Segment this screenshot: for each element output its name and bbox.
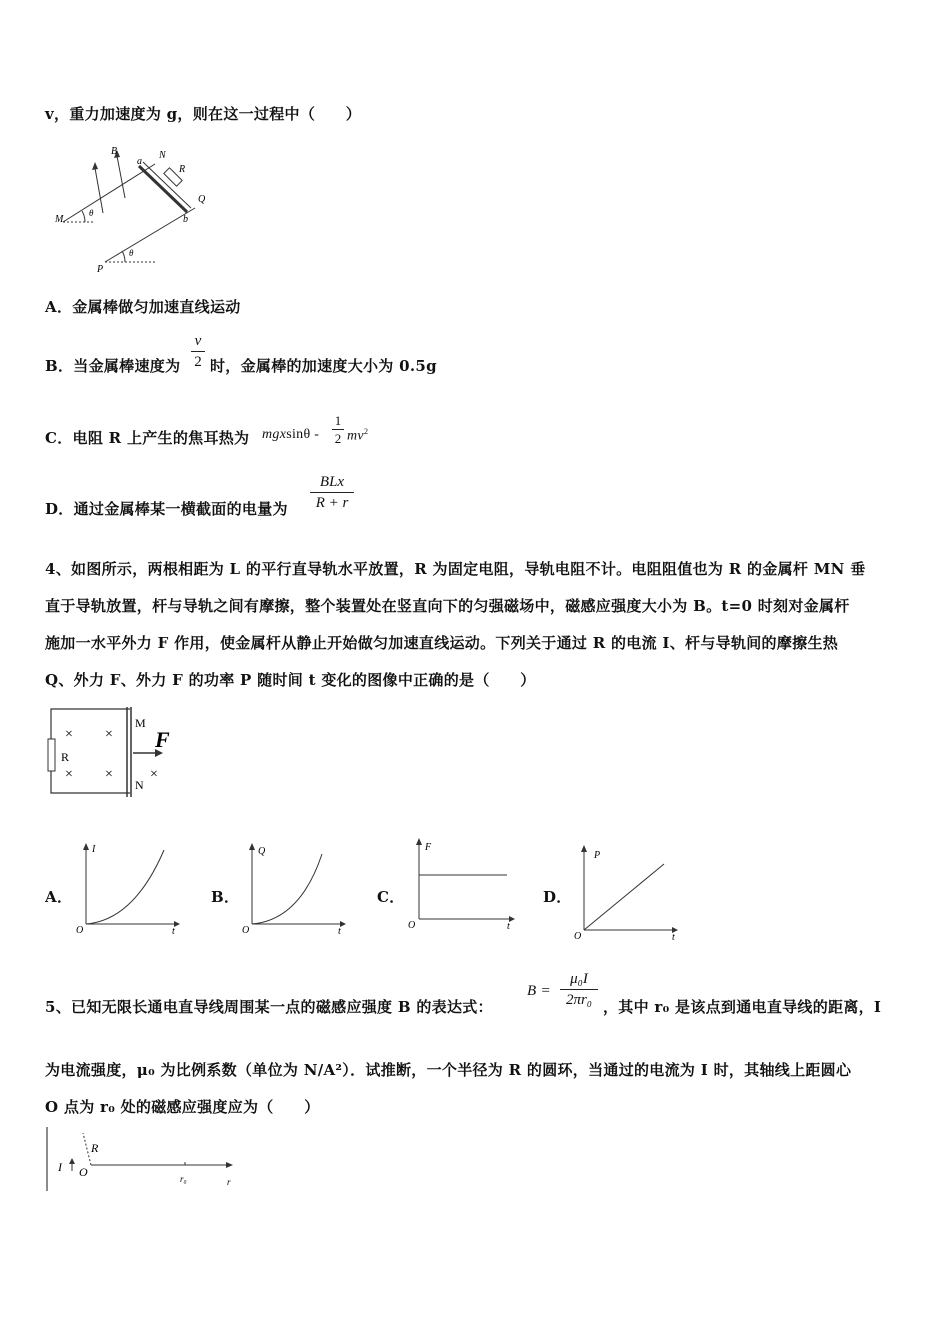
expr-sup: 2 bbox=[363, 427, 369, 436]
cross-mark: × bbox=[105, 767, 113, 782]
fraction-numerator: μ₀I bbox=[570, 971, 588, 987]
q5-figure-ring-axis bbox=[45, 1125, 245, 1197]
q5-formula-fraction bbox=[560, 970, 598, 1009]
q5-formula bbox=[527, 983, 551, 1000]
cross-mark: × bbox=[65, 767, 73, 782]
q3-option-d[interactable] bbox=[45, 498, 288, 519]
q3-b-fraction bbox=[191, 332, 205, 371]
q4-option-c-graph[interactable] bbox=[405, 835, 520, 934]
q4-option-a-letter[interactable]: A． bbox=[45, 888, 73, 906]
q4-stem-line: 施加一水平外力 F 作用，使金属杆从静止开始做匀加速直线运动。下列关于通过 R 的电流 I、杆与导轨间的摩擦生热 bbox=[45, 634, 839, 652]
cross-mark: × bbox=[150, 767, 158, 782]
fraction-numerator: BLx bbox=[319, 474, 345, 490]
q5-fig-label: I bbox=[58, 1160, 62, 1174]
q4-option-b-graph[interactable] bbox=[240, 840, 350, 939]
fraction-numerator: v bbox=[194, 333, 202, 349]
option-text: 通过金属棒某一横截面的电量为 bbox=[73, 500, 288, 518]
q3-option-a[interactable] bbox=[45, 296, 241, 317]
q3-c-expression-tail bbox=[347, 427, 368, 445]
axis-y-label: F bbox=[425, 842, 432, 853]
option-text: 金属棒做匀加速直线运动 bbox=[72, 298, 241, 316]
cross-mark: × bbox=[65, 727, 73, 742]
q3-c-expression bbox=[262, 427, 319, 443]
q5-line1-pre: 5、已知无限长通电直导线周围某一点的磁感应强度 B 的表达式： bbox=[45, 998, 493, 1016]
fraction-numerator: 1 bbox=[334, 413, 342, 428]
q4-option-b-letter[interactable]: B． bbox=[211, 888, 240, 906]
option-text: 电阻 R 上产生的焦耳热为 bbox=[72, 429, 250, 447]
q3-option-b[interactable] bbox=[45, 355, 180, 376]
q4-stem-line: 4、如图所示，两根相距为 L 的平行直导轨水平放置，R 为固定电阻，导轨电阻不计。电阻阻值也为 R 的金属杆 MN 垂 bbox=[45, 560, 866, 578]
q5-fig-label: O bbox=[79, 1165, 88, 1179]
fraction-denominator: 2 bbox=[334, 431, 342, 446]
option-letter: B． bbox=[45, 357, 74, 375]
q4-option-d-graph[interactable] bbox=[572, 842, 682, 946]
q3-fig-label: R bbox=[179, 164, 186, 175]
axis-x-label: t bbox=[172, 926, 175, 935]
q4-stem-line: 直于导轨放置，杆与导轨之间有摩擦，整个装置处在竖直向下的匀强磁场中，磁感应强度大小为 B。t=0 时刻对金属杆 bbox=[45, 597, 850, 615]
fraction-denominator: 2πr₀ bbox=[565, 992, 593, 1008]
q3-fig-label: M bbox=[55, 214, 64, 225]
origin-label: O bbox=[242, 925, 250, 935]
q3-fig-label: N bbox=[159, 150, 166, 161]
q4-option-c-letter[interactable]: C． bbox=[377, 888, 405, 906]
q3-fig-label: θ bbox=[89, 208, 94, 218]
axis-y-label: P bbox=[594, 850, 601, 861]
q3-fig-label: B bbox=[111, 146, 118, 157]
option-letter: A． bbox=[45, 298, 73, 316]
fraction-denominator: R + r bbox=[315, 495, 349, 511]
q3-fig-label: Q bbox=[198, 194, 206, 205]
q3-c-fraction bbox=[332, 413, 344, 446]
q5-fig-label: R bbox=[91, 1141, 99, 1155]
q3-fig-label: P bbox=[97, 264, 104, 275]
axis-x-label: t bbox=[672, 932, 675, 942]
option-text: 当金属棒速度为 bbox=[73, 357, 181, 375]
q5-fig-label: r₀ bbox=[180, 1174, 187, 1184]
q3-fig-label: θ bbox=[129, 248, 134, 258]
q3-b-text-post: 时，金属棒的加速度大小为 0.5g bbox=[210, 357, 437, 375]
cross-mark: × bbox=[105, 727, 113, 742]
option-letter: C． bbox=[45, 429, 73, 447]
axis-x-label: t bbox=[507, 921, 510, 930]
expr-part: mv bbox=[347, 428, 364, 444]
origin-label: O bbox=[76, 925, 84, 935]
q3-fig-label: b bbox=[183, 214, 188, 225]
expr-part: sinθ - bbox=[286, 427, 320, 442]
q4-fig-label: R bbox=[61, 750, 70, 764]
expr-part: mgx bbox=[262, 427, 287, 442]
origin-label: O bbox=[574, 931, 582, 942]
fraction-denominator: 2 bbox=[194, 354, 202, 370]
q4-fig-label: N bbox=[135, 778, 144, 792]
q3-option-c[interactable] bbox=[45, 427, 249, 448]
axis-x-label: t bbox=[338, 926, 341, 935]
q3-figure-inclined-rails bbox=[55, 138, 225, 282]
q4-fig-label: M bbox=[135, 716, 146, 730]
q5-line3: O 点为 r₀ 处的磁感应强度应为（ ） bbox=[45, 1098, 320, 1116]
origin-label: O bbox=[408, 920, 416, 930]
axis-y-label: Q bbox=[258, 846, 266, 857]
q3-fig-label: a bbox=[137, 156, 142, 167]
q3-d-fraction bbox=[310, 473, 354, 512]
q5-fig-label: r bbox=[227, 1177, 231, 1187]
q4-option-d-letter[interactable]: D． bbox=[543, 888, 572, 906]
formula-lhs: B = bbox=[527, 983, 551, 999]
axis-y-label: I bbox=[92, 844, 96, 855]
option-letter: D． bbox=[45, 500, 74, 518]
q4-stem-line: Q、外力 F、外力 F 的功率 P 随时间 t 变化的图像中正确的是（ ） bbox=[45, 671, 536, 689]
q5-line1-post: ，其中 r₀ 是该点到通电直导线的距离，I bbox=[603, 998, 882, 1016]
q3-stem-tail: v，重力加速度为 g，则在这一过程中（ ） bbox=[45, 105, 362, 123]
q5-line2: 为电流强度，μ₀ 为比例系数（单位为 N/A²）．试推断，一个半径为 R 的圆环，当通过的电流为 I 时，其轴线上距圆心 bbox=[45, 1061, 852, 1079]
q4-figure-rails bbox=[45, 705, 185, 804]
q4-fig-label: F bbox=[155, 727, 170, 752]
q4-option-a-graph[interactable] bbox=[74, 840, 184, 939]
